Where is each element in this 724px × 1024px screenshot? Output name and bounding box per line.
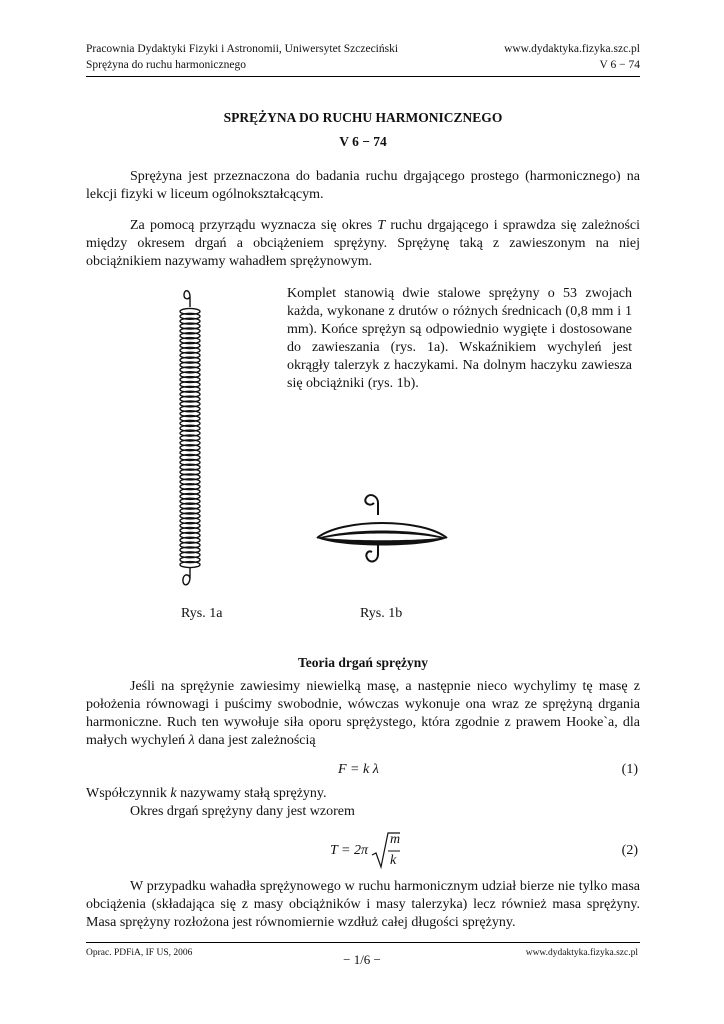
figure-1a-spring — [160, 285, 220, 595]
figure-1b-caption: Rys. 1b — [360, 606, 403, 621]
purpose-paragraph — [86, 217, 640, 271]
purpose-text-b: ruchu drgającego i sprawdza się zależności między okresem drgań a obciążeniem sprężyny. Sprężynę taką z zawieszonym na niej obciążnikiem nazywamy wahadłem sprężynowym. — [86, 218, 640, 269]
equation-2-denominator: k — [390, 853, 397, 868]
theory-paragraph — [86, 678, 640, 750]
purpose-text-a: Za pomocą przyrządu wyznacza się okres — [130, 218, 378, 233]
equation-2-lhs: T = 2π — [330, 843, 368, 858]
figure-1a-caption: Rys. 1a — [181, 606, 223, 621]
constant-paragraph — [86, 785, 640, 803]
set-description-paragraph — [287, 285, 632, 393]
equation-2-numerator: m — [390, 832, 401, 847]
header-doc-title: Sprężyna do ruchu harmonicznego — [86, 59, 246, 71]
purpose-text — [86, 217, 640, 271]
equation-2-number: (2) — [621, 843, 638, 858]
header-doc-code: V 6 − 74 — [599, 59, 640, 71]
spring-mass-paragraph — [86, 878, 640, 932]
section-title: Teoria drgań sprężyny — [297, 655, 428, 670]
period-symbol: T — [377, 218, 386, 233]
header-institution: Pracownia Dydaktyki Fizyki i Astronomii, Uniwersytet Szczeciński — [86, 43, 399, 55]
spring-mass-text: W przypadku wahadła sprężynowego w ruchu harmonicznym udział bierze nie tylko masa obciążenia (składająca się z masy obciążników i masy talerzyka) lecz również masa sprężyny. Masa sprężyny rozłożona jest równomiernie wzdłuż całej długości sprężyny. — [86, 879, 640, 930]
header-website: www.dydaktyka.fizyka.szc.pl — [504, 43, 640, 55]
page-title: SPRĘŻYNA DO RUCHU HARMONICZNEGO — [223, 110, 503, 125]
theory-text — [86, 678, 640, 750]
theory-text-b: dana jest zależnością — [194, 733, 316, 748]
page-header-line-2 — [86, 57, 640, 73]
intro-text: Sprężyna jest przeznaczona do badania ruchu drgającego prostego (harmonicznego) na lekcji fizyki w liceum ogólnokształcącym. — [86, 169, 640, 202]
page-code: V 6 − 74 — [339, 134, 387, 149]
footer-author: Oprac. PDFiA, IF US, 2006 — [86, 948, 193, 958]
lambda-symbol: λ — [188, 733, 195, 748]
equation-2 — [330, 831, 410, 871]
spring-top-hook — [184, 291, 190, 307]
figure-1b-dish — [312, 478, 452, 588]
k-symbol: k — [170, 786, 177, 801]
constant-text-b: nazywamy stałą sprężyny. — [176, 786, 327, 801]
equation-1-number: (1) — [621, 762, 638, 777]
spring-bottom-hook — [183, 568, 190, 585]
footer-website: www.dydaktyka.fizyka.szc.pl — [525, 948, 638, 958]
intro-paragraph — [86, 168, 640, 204]
equation-1: F = k λ — [338, 762, 379, 777]
footer-divider — [86, 942, 640, 943]
theory-text-a: Jeśli na sprężynie zawiesimy niewielką masę, a następnie nieco wychylimy tę masę z położenia równowagi i puścimy swobodnie, wówczas wykonuje ona wraz ze sprężyną drgania harmoniczne. Ruch ten wywołuje siła oporu sprężystego, która zgodnie z prawem Hooke`a, dla małych wychyleń — [86, 679, 640, 748]
page-number: − 1/6 − — [343, 952, 381, 967]
set-description-text: Komplet stanowią dwie stalowe sprężyny o 53 zwojach każda, wykonane z drutów o różnych średnicach (0,8 mm i 1 mm). Końce sprężyn są odpowiednio wygięte i dostosowane do zawieszania (rys. 1a). Wskaźnikiem wychyleń jest okrągły talerzyk z haczykami. Na dolnym haczyku zawiesza się obciążniki (rys. 1b). — [287, 286, 632, 391]
header-divider — [86, 76, 640, 77]
constant-text-a: Współczynnik — [86, 786, 171, 801]
period-text: Okres drgań sprężyny dany jest wzorem — [130, 804, 355, 819]
constant-text — [86, 785, 640, 803]
period-paragraph — [86, 803, 640, 821]
page-header-line-1 — [86, 41, 640, 57]
